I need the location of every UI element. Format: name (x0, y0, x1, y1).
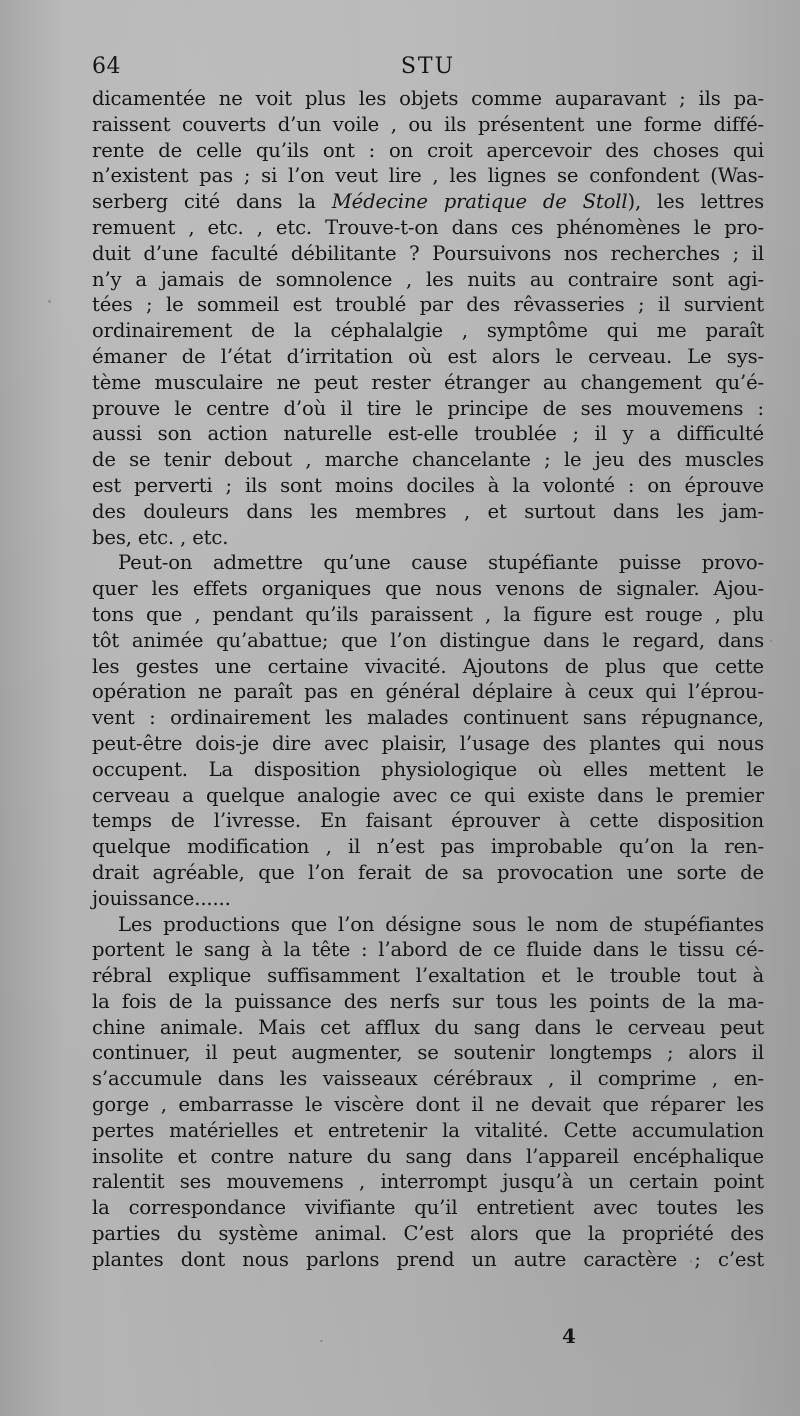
text-line: bes, etc. , etc. (92, 525, 229, 549)
text-fragment: ), les lettres (627, 190, 764, 214)
text-line: plantes dont nous parlons prend un autre caractère ; c’est (92, 1247, 764, 1271)
text-line: s’accumule dans les vaisseaux cérébraux , il comprime , en- (92, 1067, 764, 1091)
text-line: ordinairement de la céphalalgie , symptôme qui me paraît (92, 319, 764, 343)
text-line: les gestes une certaine vivacité. Ajoutons de plus que cette (92, 654, 764, 678)
text-line: des douleurs dans les membres , et surtout dans les jam- (92, 499, 764, 523)
text-line: quer les effets organiques que nous venons de signaler. Ajou- (92, 577, 764, 601)
text-line: n’existent pas ; si l’on veut lire , les lignes se confondent (Was- (92, 164, 764, 188)
text-line: la correspondance vivifiante qu’il entretient avec toutes les (92, 1196, 764, 1220)
text-line-with-citation (92, 189, 764, 215)
text-line: chine animale. Mais cet afflux du sang dans le cerveau peut (92, 1015, 764, 1039)
text-line: remuent , etc. , etc. Trouve-t-on dans ces phénomènes le pro- (92, 215, 764, 239)
text-line: n’y a jamais de somnolence , les nuits au contraire sont agi- (92, 267, 764, 291)
text-line: peut-être dois-je dire avec plaisir, l’usage des plantes qui nous (92, 731, 764, 755)
text-line: rébral explique suffisamment l’exaltation et le trouble tout à (92, 964, 764, 988)
text-line: dicamentée ne voit plus les objets comme auparavant ; ils pa- (92, 87, 764, 110)
text-line: quelque modification , il n’est pas improbable qu’on la ren- (92, 835, 764, 859)
text-line: tème musculaire ne peut rester étranger au changement qu’é- (92, 370, 764, 394)
text-line: drait agréable, que l’on ferait de sa provocation une sorte de (92, 860, 764, 884)
text-fragment: serberg cité dans la (92, 190, 316, 214)
text-line: rente de celle qu’ils ont : on croit apercevoir des choses qui (92, 138, 764, 162)
page-number: 64 (92, 54, 121, 79)
text-line: est perverti ; ils sont moins dociles à la volonté : on éprouve (92, 473, 764, 497)
running-head: STU (400, 54, 456, 79)
text-line: ralentit ses mouvemens , interrompt jusqu’à un certain point (92, 1170, 764, 1194)
text-line: duit d’une faculté débilitante ? Poursuivons nos recherches ; il (92, 241, 764, 265)
paper-speck (690, 1260, 692, 1263)
paper-speck (48, 300, 51, 303)
paragraph-start-line: Peut-on admettre qu’une cause stupéfiante puisse provo- (118, 551, 764, 575)
text-line: portent le sang à la tête : l’abord de ce fluide dans le tissu cé- (92, 938, 764, 962)
paragraph-start-line: Les productions que l’on désigne sous le nom de stupéfiantes (118, 912, 764, 936)
cited-work-title: Médecine pratique de Stoll (331, 190, 628, 214)
text-line: occupent. La disposition physiologique où elles mettent le (92, 757, 764, 781)
text-line: temps de l’ivresse. En faisant éprouver à cette disposition (92, 809, 764, 833)
text-line: raissent couverts d’un voile , ou ils présentent une forme diffé- (92, 112, 764, 136)
page-header (92, 54, 764, 84)
text-line: la fois de la puissance des nerfs sur tous les points de la ma- (92, 989, 764, 1013)
paper-speck (320, 1340, 323, 1342)
text-line: pertes matérielles et entretenir la vitalité. Cette accumulation (92, 1118, 764, 1142)
text-line: parties du système animal. C’est alors que la propriété des (92, 1222, 764, 1246)
body-text (92, 86, 764, 1273)
text-line: aussi son action naturelle est-elle troublée ; il y a difficulté (92, 422, 764, 446)
signature-mark: 4 (562, 1324, 576, 1348)
text-line: tons que , pendant qu’ils paraissent , la figure est rouge , plu (92, 602, 764, 626)
text-line: prouve le centre d’où il tire le principe de ses mouvemens : (92, 396, 764, 420)
text-line: vent : ordinairement les malades continuent sans répugnance, (92, 706, 764, 730)
text-line: tées ; le sommeil est troublé par des rêvasseries ; il survient (92, 293, 764, 317)
text-line: jouissance...... (92, 886, 231, 910)
text-line: cerveau a quelque analogie avec ce qui existe dans le premier (92, 783, 764, 807)
text-line: gorge , embarrasse le viscère dont il ne devait que réparer les (92, 1093, 764, 1117)
text-line: tôt animée qu’abattue; que l’on distingue dans le regard, dans (92, 628, 764, 652)
text-line: insolite et contre nature du sang dans l’appareil encéphalique (92, 1144, 764, 1168)
paper-speck (770, 640, 772, 642)
text-line: opération ne paraît pas en général déplaire à ceux qui l’éprou- (92, 680, 764, 704)
text-line: de se tenir debout , marche chancelante ; le jeu des muscles (92, 448, 764, 472)
text-line: émaner de l’état d’irritation où est alors le cerveau. Le sys- (92, 344, 764, 368)
text-line: continuer, il peut augmenter, se soutenir longtemps ; alors il (92, 1041, 764, 1065)
